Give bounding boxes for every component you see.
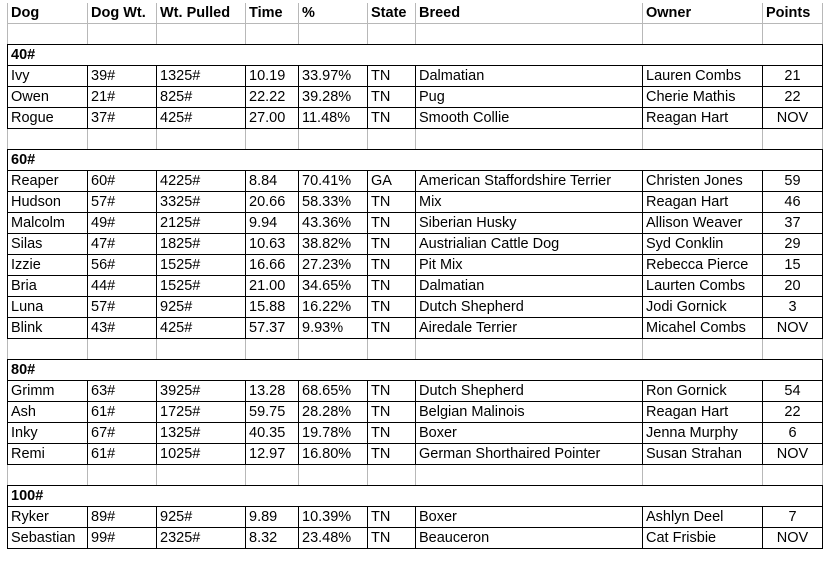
cell-dog: Ivy <box>8 66 88 87</box>
cell-breed: Smooth Collie <box>416 108 643 129</box>
table-row <box>8 507 823 528</box>
cell-dog-weight: 99# <box>88 528 157 549</box>
cell-dog: Sebastian <box>8 528 88 549</box>
cell-weight-pulled: 425# <box>157 318 246 339</box>
cell-weight-pulled: 925# <box>157 297 246 318</box>
cell-percent: 11.48% <box>299 108 368 129</box>
cell-state: TN <box>368 297 416 318</box>
cell-time: 57.37 <box>246 318 299 339</box>
spacer-cell <box>157 24 246 45</box>
spacer-cell <box>246 129 299 150</box>
spacer-cell <box>8 465 88 486</box>
cell-points: 15 <box>763 255 823 276</box>
cell-state: TN <box>368 276 416 297</box>
cell-weight-pulled: 3925# <box>157 381 246 402</box>
cell-owner: Susan Strahan <box>643 444 763 465</box>
table-row <box>8 213 823 234</box>
cell-breed: Dutch Shepherd <box>416 381 643 402</box>
results-table <box>7 3 823 549</box>
spacer-cell <box>763 465 823 486</box>
cell-dog-weight: 39# <box>88 66 157 87</box>
weight-class-row <box>8 486 823 507</box>
cell-time: 59.75 <box>246 402 299 423</box>
weight-class-label: 40# <box>8 45 823 66</box>
spacer-cell <box>88 129 157 150</box>
cell-weight-pulled: 1325# <box>157 66 246 87</box>
spacer-cell <box>88 465 157 486</box>
cell-owner: Rebecca Pierce <box>643 255 763 276</box>
table-row <box>8 318 823 339</box>
cell-points: NOV <box>763 108 823 129</box>
weight-class-label: 100# <box>8 486 823 507</box>
cell-dog: Ryker <box>8 507 88 528</box>
cell-dog-weight: 37# <box>88 108 157 129</box>
cell-percent: 33.97% <box>299 66 368 87</box>
table-row <box>8 66 823 87</box>
spacer-cell <box>763 339 823 360</box>
cell-points: 22 <box>763 87 823 108</box>
cell-percent: 16.22% <box>299 297 368 318</box>
cell-percent: 28.28% <box>299 402 368 423</box>
cell-dog: Luna <box>8 297 88 318</box>
cell-state: TN <box>368 381 416 402</box>
cell-state: TN <box>368 234 416 255</box>
spacer-cell <box>416 129 643 150</box>
table-row <box>8 444 823 465</box>
cell-breed: Dalmatian <box>416 66 643 87</box>
cell-points: 29 <box>763 234 823 255</box>
cell-dog: Remi <box>8 444 88 465</box>
cell-breed: Boxer <box>416 423 643 444</box>
cell-dog-weight: 57# <box>88 297 157 318</box>
cell-points: 54 <box>763 381 823 402</box>
cell-time: 8.32 <box>246 528 299 549</box>
spacer-cell <box>368 465 416 486</box>
cell-dog-weight: 44# <box>88 276 157 297</box>
cell-dog-weight: 60# <box>88 171 157 192</box>
cell-weight-pulled: 1825# <box>157 234 246 255</box>
cell-time: 15.88 <box>246 297 299 318</box>
table-row <box>8 234 823 255</box>
spacer-cell <box>8 129 88 150</box>
cell-dog-weight: 63# <box>88 381 157 402</box>
cell-owner: Cherie Mathis <box>643 87 763 108</box>
cell-percent: 10.39% <box>299 507 368 528</box>
cell-dog-weight: 61# <box>88 402 157 423</box>
cell-dog-weight: 89# <box>88 507 157 528</box>
cell-weight-pulled: 2325# <box>157 528 246 549</box>
cell-percent: 23.48% <box>299 528 368 549</box>
header-weight-pulled: Wt. Pulled <box>157 3 246 24</box>
table-row <box>8 423 823 444</box>
cell-owner: Reagan Hart <box>643 192 763 213</box>
cell-state: TN <box>368 423 416 444</box>
cell-time: 9.89 <box>246 507 299 528</box>
header-percent: % <box>299 3 368 24</box>
cell-points: 20 <box>763 276 823 297</box>
cell-weight-pulled: 2125# <box>157 213 246 234</box>
cell-breed: American Staffordshire Terrier <box>416 171 643 192</box>
spacer-cell <box>246 339 299 360</box>
cell-weight-pulled: 3325# <box>157 192 246 213</box>
cell-percent: 27.23% <box>299 255 368 276</box>
spacer-cell <box>643 24 763 45</box>
cell-breed: Belgian Malinois <box>416 402 643 423</box>
header-owner: Owner <box>643 3 763 24</box>
cell-owner: Ashlyn Deel <box>643 507 763 528</box>
cell-percent: 19.78% <box>299 423 368 444</box>
cell-dog: Rogue <box>8 108 88 129</box>
cell-time: 12.97 <box>246 444 299 465</box>
cell-time: 22.22 <box>246 87 299 108</box>
cell-dog: Reaper <box>8 171 88 192</box>
cell-percent: 9.93% <box>299 318 368 339</box>
spacer-row <box>8 129 823 150</box>
cell-time: 16.66 <box>246 255 299 276</box>
spacer-cell <box>88 24 157 45</box>
cell-weight-pulled: 425# <box>157 108 246 129</box>
cell-dog: Grimm <box>8 381 88 402</box>
cell-state: TN <box>368 255 416 276</box>
spacer-cell <box>763 24 823 45</box>
table-row <box>8 255 823 276</box>
cell-breed: Airedale Terrier <box>416 318 643 339</box>
cell-breed: Beauceron <box>416 528 643 549</box>
cell-owner: Reagan Hart <box>643 108 763 129</box>
spacer-cell <box>8 24 88 45</box>
cell-state: TN <box>368 528 416 549</box>
weight-class-row <box>8 360 823 381</box>
cell-owner: Micahel Combs <box>643 318 763 339</box>
cell-points: 6 <box>763 423 823 444</box>
cell-state: TN <box>368 66 416 87</box>
cell-dog: Owen <box>8 87 88 108</box>
cell-breed: Pug <box>416 87 643 108</box>
spacer-cell <box>299 129 368 150</box>
header-dog: Dog <box>8 3 88 24</box>
cell-owner: Christen Jones <box>643 171 763 192</box>
spacer-cell <box>157 465 246 486</box>
cell-state: TN <box>368 318 416 339</box>
cell-dog: Blink <box>8 318 88 339</box>
weight-class-label: 80# <box>8 360 823 381</box>
cell-dog-weight: 21# <box>88 87 157 108</box>
cell-breed: Mix <box>416 192 643 213</box>
spacer-cell <box>246 465 299 486</box>
header-breed: Breed <box>416 3 643 24</box>
spacer-cell <box>368 24 416 45</box>
cell-time: 20.66 <box>246 192 299 213</box>
cell-percent: 70.41% <box>299 171 368 192</box>
spacer-row <box>8 339 823 360</box>
spacer-cell <box>246 24 299 45</box>
cell-percent: 38.82% <box>299 234 368 255</box>
spacer-cell <box>643 465 763 486</box>
cell-dog-weight: 57# <box>88 192 157 213</box>
header-row <box>8 3 823 24</box>
cell-breed: Pit Mix <box>416 255 643 276</box>
cell-weight-pulled: 4225# <box>157 171 246 192</box>
cell-weight-pulled: 1325# <box>157 423 246 444</box>
header-state: State <box>368 3 416 24</box>
table-row <box>8 192 823 213</box>
cell-weight-pulled: 1525# <box>157 276 246 297</box>
cell-owner: Lauren Combs <box>643 66 763 87</box>
cell-dog: Hudson <box>8 192 88 213</box>
table-row <box>8 381 823 402</box>
cell-weight-pulled: 825# <box>157 87 246 108</box>
cell-percent: 39.28% <box>299 87 368 108</box>
cell-state: TN <box>368 192 416 213</box>
table-row <box>8 297 823 318</box>
cell-owner: Jenna Murphy <box>643 423 763 444</box>
cell-dog-weight: 61# <box>88 444 157 465</box>
table-row <box>8 87 823 108</box>
cell-points: 59 <box>763 171 823 192</box>
cell-points: 37 <box>763 213 823 234</box>
cell-owner: Ron Gornick <box>643 381 763 402</box>
table-row <box>8 171 823 192</box>
cell-breed: Siberian Husky <box>416 213 643 234</box>
cell-time: 8.84 <box>246 171 299 192</box>
cell-percent: 58.33% <box>299 192 368 213</box>
cell-points: NOV <box>763 528 823 549</box>
table-row <box>8 276 823 297</box>
spacer-cell <box>299 465 368 486</box>
spacer-cell <box>416 339 643 360</box>
cell-weight-pulled: 925# <box>157 507 246 528</box>
header-dog-weight: Dog Wt. <box>88 3 157 24</box>
cell-points: 3 <box>763 297 823 318</box>
cell-percent: 68.65% <box>299 381 368 402</box>
cell-state: TN <box>368 507 416 528</box>
cell-state: GA <box>368 171 416 192</box>
cell-weight-pulled: 1525# <box>157 255 246 276</box>
header-time: Time <box>246 3 299 24</box>
table-row <box>8 528 823 549</box>
spacer-cell <box>299 339 368 360</box>
cell-owner: Allison Weaver <box>643 213 763 234</box>
spacer-cell <box>88 339 157 360</box>
cell-time: 21.00 <box>246 276 299 297</box>
cell-breed: Boxer <box>416 507 643 528</box>
cell-dog: Izzie <box>8 255 88 276</box>
cell-state: TN <box>368 87 416 108</box>
spacer-cell <box>368 129 416 150</box>
cell-percent: 16.80% <box>299 444 368 465</box>
cell-dog: Ash <box>8 402 88 423</box>
cell-dog-weight: 47# <box>88 234 157 255</box>
cell-points: 7 <box>763 507 823 528</box>
cell-time: 27.00 <box>246 108 299 129</box>
cell-points: 21 <box>763 66 823 87</box>
weight-class-label: 60# <box>8 150 823 171</box>
cell-time: 40.35 <box>246 423 299 444</box>
cell-dog: Malcolm <box>8 213 88 234</box>
cell-percent: 34.65% <box>299 276 368 297</box>
spacer-cell <box>299 24 368 45</box>
cell-breed: German Shorthaired Pointer <box>416 444 643 465</box>
cell-points: 46 <box>763 192 823 213</box>
cell-dog-weight: 56# <box>88 255 157 276</box>
cell-dog: Bria <box>8 276 88 297</box>
spacer-row <box>8 465 823 486</box>
cell-dog-weight: 67# <box>88 423 157 444</box>
cell-dog-weight: 49# <box>88 213 157 234</box>
table-row <box>8 402 823 423</box>
cell-state: TN <box>368 402 416 423</box>
spacer-cell <box>157 129 246 150</box>
cell-time: 13.28 <box>246 381 299 402</box>
cell-owner: Reagan Hart <box>643 402 763 423</box>
spacer-cell <box>416 465 643 486</box>
spacer-cell <box>763 129 823 150</box>
cell-points: 22 <box>763 402 823 423</box>
cell-dog-weight: 43# <box>88 318 157 339</box>
cell-time: 10.19 <box>246 66 299 87</box>
cell-breed: Dutch Shepherd <box>416 297 643 318</box>
cell-time: 9.94 <box>246 213 299 234</box>
spacer-cell <box>157 339 246 360</box>
cell-owner: Cat Frisbie <box>643 528 763 549</box>
cell-state: TN <box>368 108 416 129</box>
cell-weight-pulled: 1025# <box>157 444 246 465</box>
table-row <box>8 108 823 129</box>
cell-owner: Laurten Combs <box>643 276 763 297</box>
cell-breed: Austrialian Cattle Dog <box>416 234 643 255</box>
cell-weight-pulled: 1725# <box>157 402 246 423</box>
spacer-cell <box>643 339 763 360</box>
results-body <box>8 3 823 549</box>
spacer-row <box>8 24 823 45</box>
cell-owner: Syd Conklin <box>643 234 763 255</box>
cell-time: 10.63 <box>246 234 299 255</box>
cell-state: TN <box>368 444 416 465</box>
cell-points: NOV <box>763 444 823 465</box>
cell-points: NOV <box>763 318 823 339</box>
weight-class-row <box>8 45 823 66</box>
header-points: Points <box>763 3 823 24</box>
spacer-cell <box>643 129 763 150</box>
cell-percent: 43.36% <box>299 213 368 234</box>
cell-breed: Dalmatian <box>416 276 643 297</box>
spacer-cell <box>8 339 88 360</box>
weight-class-row <box>8 150 823 171</box>
spacer-cell <box>368 339 416 360</box>
cell-dog: Silas <box>8 234 88 255</box>
spacer-cell <box>416 24 643 45</box>
cell-owner: Jodi Gornick <box>643 297 763 318</box>
cell-state: TN <box>368 213 416 234</box>
cell-dog: Inky <box>8 423 88 444</box>
